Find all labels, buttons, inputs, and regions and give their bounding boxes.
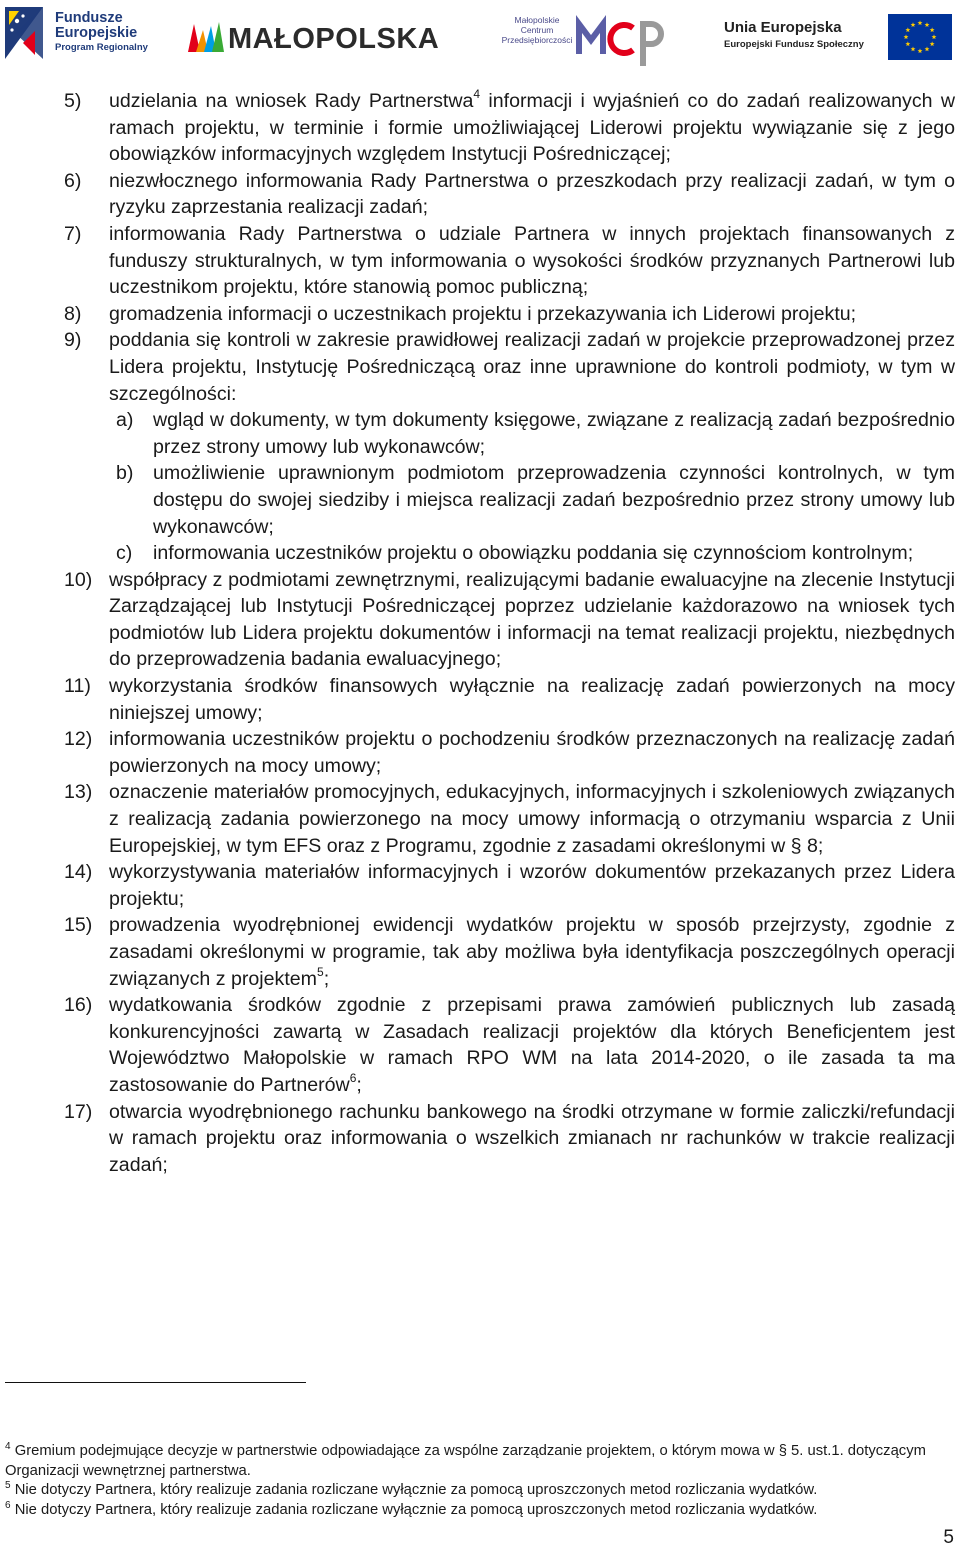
footnote-text: Gremium podejmujące decyzje w partnerstwie odpowiadające za wspólne zarządzanie projektem, o którym mowa w § 5. ust.1. dotyczącym Organizacji wewnętrznej partnerstwa. — [5, 1443, 926, 1479]
item-text-continued: informacji i wyjaśnień co do zadań realizowanych w ramach projektu, w terminie i formie umożliwiającej Liderowi projektu wywiązanie się z jego obowiązków informacyjnych względem Instytucji Pośredniczącej; — [109, 90, 955, 166]
malopolska-m-icon — [186, 20, 226, 54]
fe-logo-line3: Program Regionalny — [55, 42, 148, 54]
list-item — [0, 301, 960, 328]
mcp-emblem-icon — [575, 10, 665, 68]
fe-logo-line1: Fundusze — [55, 10, 123, 26]
item-number: 9) — [64, 329, 82, 352]
item-text-continued: ; — [323, 967, 330, 990]
footnote-ref[interactable]: 6 — [349, 1071, 357, 1086]
item-text: udzielania na wniosek Rady Partnerstwa — [109, 90, 474, 112]
item-text: współpracy z podmiotami zewnętrznymi, realizującymi badanie ewaluacyjne na zlecenie Instytucji Zarządzającej lub Instytucji Pośredniczącej poprzez udzielanie każdorazowo na wniosek tych podmiotów lub Lidera projektu dokumentów i informacji na temat realizacji projektu, niezbędnych do przeprowadzenia badania ewaluacyjnego; — [109, 568, 955, 671]
item-number: 13) — [64, 781, 93, 804]
sub-list-item — [0, 540, 960, 567]
footnote — [5, 1481, 960, 1501]
item-number: 12) — [64, 728, 93, 751]
malopolska-logo — [186, 20, 461, 56]
item-number: 5) — [64, 90, 82, 112]
unia-europejska-logo — [720, 12, 956, 62]
item-number: 10) — [64, 568, 93, 591]
footnote-number: 5 — [5, 1480, 11, 1492]
sub-item-letter: a) — [116, 409, 134, 432]
sub-list-item — [0, 460, 960, 540]
footnotes — [5, 1442, 960, 1520]
eu-flag-icon — [888, 14, 952, 60]
item-number: 15) — [64, 914, 93, 937]
item-text: wykorzystywania materiałów informacyjnych i wzorów dokumentów przekazanych przez Lidera projektu; — [109, 861, 955, 910]
sub-item-text: informowania uczestników projektu o obowiązku poddania się czynnościom kontrolnym; — [153, 542, 914, 565]
ue-logo-line1: Unia Europejska — [724, 19, 842, 36]
list-item — [0, 726, 960, 779]
item-text: niezwłocznego informowania Rady Partnerstwa o przeszkodach przy realizacji zadań, w tym o ryzyku zaprzestania realizacji zadań; — [109, 169, 955, 219]
list-item — [0, 168, 960, 221]
page-number: 5 — [943, 1527, 954, 1548]
list-item — [0, 912, 960, 992]
logo-header — [0, 0, 960, 70]
footnote-text: Nie dotyczy Partnera, który realizuje zadania rozliczane wyłącznie za pomocą uproszczonych metod rozliczania wydatków. — [14, 1501, 818, 1518]
item-text: wykorzystania środków finansowych wyłącznie na realizację zadań powierzonych na mocy niniejszej umowy; — [109, 675, 955, 724]
ue-logo-line2: Europejski Fundusz Społeczny — [724, 38, 864, 50]
item-number: 7) — [64, 222, 82, 245]
item-text: poddania się kontroli w zakresie prawidłowej realizacji zadań w projekcie przeprowadzonej przez Lidera projektu, Instytucję Pośredniczącą oraz inne uprawnione do kontroli podmioty, w tym w szczególności: — [109, 329, 955, 405]
item-number: 16) — [64, 994, 93, 1017]
item-number: 17) — [64, 1100, 93, 1123]
item-text: informowania Rady Partnerstwa o udziale Partnera w innych projektach finansowanych z funduszy strukturalnych, w tym informowania o wysokości środków przyznanych Partnerowi lub uczestnikom projektu, które stanowią pomoc publiczną; — [109, 222, 955, 299]
footnote — [5, 1501, 960, 1521]
item-text: oznaczenie materiałów promocyjnych, edukacyjnych, informacyjnych i szkoleniowych związanych z realizacją zadania powierzonego na mocy umowy informacją o otrzymaniu wsparcia z Unii Europejskiej, w tym EFS oraz z Programu, zgodnie z zasadami określonymi w § 8; — [109, 781, 955, 857]
mcp-logo-line1: Małopolskie — [514, 15, 560, 25]
footnote-separator — [5, 1382, 306, 1383]
sub-item-letter: b) — [116, 462, 134, 485]
item-text: gromadzenia informacji o uczestnikach projektu i przekazywania ich Liderowi projektu; — [109, 302, 857, 325]
list-item — [0, 992, 960, 1098]
mcp-logo — [497, 10, 667, 68]
item-number: 11) — [64, 675, 91, 698]
item-text-continued: ; — [356, 1073, 362, 1096]
mcp-logo-line3: Przedsiębiorczości — [501, 34, 573, 45]
item-number: 8) — [64, 302, 82, 325]
item-text: prowadzenia wyodrębnionej ewidencji wydatków projektu w sposób przejrzysty, zgodnie z zasadami określonymi w programie, tak aby możliwa była identyfikacja poszczególnych operacji związanych z projektem — [109, 914, 955, 990]
sub-item-text: wgląd w dokumenty, w tym dokumenty księgowe, związane z realizacją zadań bezpośrednio przez strony umowy lub wykonawców; — [153, 409, 955, 458]
item-text: informowania uczestników projektu o pochodzeniu środków przeznaczonych na realizację zadań powierzonych na mocy umowy; — [109, 728, 955, 777]
item-text: otwarcia wyodrębnionego rachunku bankowego na środki otrzymane w formie zaliczki/refundacji w ramach projektu oraz informowania o wszelkich zmianach nr rachunków w trakcie realizacji zadań; — [109, 1100, 955, 1176]
list-item — [0, 221, 960, 301]
list-item — [0, 859, 960, 912]
list-item — [0, 327, 960, 407]
footnote-ref[interactable]: 5 — [317, 965, 324, 980]
list-item — [0, 88, 960, 168]
sub-item-letter: c) — [116, 542, 133, 565]
item-number: 6) — [64, 169, 82, 192]
list-item — [0, 779, 960, 859]
list-item — [0, 567, 960, 673]
malopolska-logo-text: MAŁOPOLSKA — [228, 23, 440, 55]
fe-logo-line2: Europejskie — [55, 25, 138, 42]
document-body — [0, 88, 960, 1178]
sub-item-text: umożliwienie uprawnionym podmiotom przeprowadzenia czynności kontrolnych, w tym dostępu do swojej siedziby i miejsca realizacji zadań bezpośrednio przez strony umowy lub wykonawców; — [153, 462, 955, 538]
footnote — [5, 1442, 960, 1481]
sub-list-item — [0, 407, 960, 460]
footnote-number: 6 — [5, 1499, 11, 1511]
footnote-ref[interactable]: 4 — [473, 87, 481, 102]
mcp-logo-line2: Centrum — [520, 24, 554, 35]
list-item — [0, 673, 960, 726]
footnote-text: Nie dotyczy Partnera, który realizuje zadania rozliczane wyłącznie za pomocą uproszczonych metod rozliczania wydatków. — [14, 1482, 818, 1498]
footnote-number: 4 — [5, 1441, 11, 1453]
fundusze-europejskie-emblem-icon — [3, 3, 53, 61]
item-text: wydatkowania środków zgodnie z przepisami prawa zamówień publicznych lub zasadą konkurencyjności zawartą w Zasadach realizacji projektów dla których Beneficjentem jest Województwo Małopolskie w ramach RPO WM na lata 2014-2020, o ile zasada ta ma zastosowanie do Partnerów — [109, 994, 955, 1096]
list-item — [0, 1099, 960, 1179]
fundusze-europejskie-logo — [3, 3, 155, 63]
item-number: 14) — [64, 861, 93, 884]
